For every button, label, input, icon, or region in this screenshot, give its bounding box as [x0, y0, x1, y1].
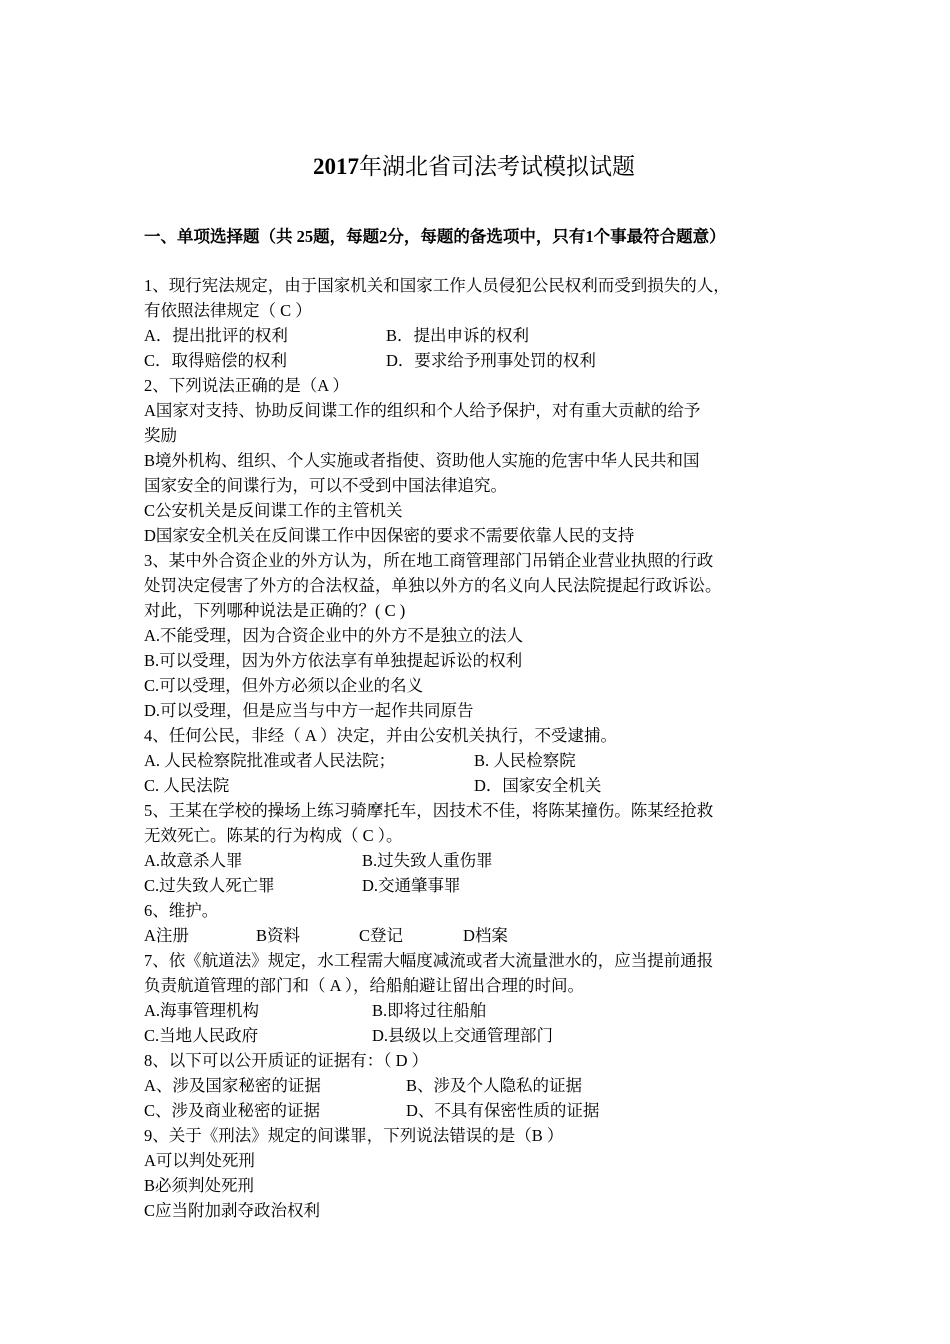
question-4-option-b: B. 人民检察院 — [474, 751, 576, 770]
question-8-option-d: D、不具有保密性质的证据 — [406, 1101, 600, 1120]
question-2-option-b-line-2: 国家安全的间谍行为，可以不受到中国法律追究。 — [144, 476, 507, 495]
question-8-stem: 8、以下可以公开质证的证据有：（ D ） — [144, 1051, 429, 1070]
question-3-stem-line-2: 处罚决定侵害了外方的合法权益，单独以外方的名义向人民法院提起行政诉讼。 — [144, 576, 722, 595]
question-9-option-a: A可以判处死刑 — [144, 1151, 255, 1170]
question-6-options-row — [144, 923, 824, 948]
question-6-option-d: D档案 — [463, 926, 508, 945]
title-year: 2017 — [313, 154, 359, 179]
question-7-stem-line-1: 7、依《航道法》规定，水工程需大幅度减流或者大流量泄水的，应当提前通报 — [144, 951, 714, 970]
title-text: 年湖北省司法考试模拟试题 — [359, 154, 635, 179]
question-5-stem-line-1: 5、王某在学校的操场上练习骑摩托车，因技术不佳，将陈某撞伤。陈某经抢救 — [144, 801, 714, 820]
question-8-option-b: B、涉及个人隐私的证据 — [406, 1076, 583, 1095]
question-6-stem: 6、维护。 — [144, 901, 219, 920]
question-1-options-row-2 — [144, 348, 824, 373]
question-4-stem: 4、任何公民，非经（ A ）决定，并由公安机关执行，不受逮捕。 — [144, 726, 618, 745]
question-4-option-c: C. 人民法院 — [144, 776, 230, 795]
question-4-options-row-2 — [144, 773, 824, 798]
question-1-option-c: C．取得赔偿的权利 — [144, 351, 288, 370]
question-7-option-d: D.县级以上交通管理部门 — [372, 1026, 554, 1045]
question-2-option-b-line-1: B境外机构、组织、个人实施或者指使、资助他人实施的危害中华人民共和国 — [144, 451, 700, 470]
question-5-option-d: D.交通肇事罪 — [362, 876, 461, 895]
question-2-option-c: C公安机关是反间谍工作的主管机关 — [144, 501, 403, 520]
question-7-stem-line-2: 负责航道管理的部门和（ A ），给船舶避让留出合理的时间。 — [144, 976, 585, 995]
question-8-option-a: A、涉及国家秘密的证据 — [144, 1076, 321, 1095]
question-5-option-a: A.故意杀人罪 — [144, 851, 243, 870]
question-2-option-a-line-2: 奖励 — [144, 426, 177, 445]
question-7-option-c: C.当地人民政府 — [144, 1026, 259, 1045]
question-7-option-b: B.即将过往船舶 — [372, 1001, 487, 1020]
question-7-option-a: A.海事管理机构 — [144, 1001, 260, 1020]
question-5-option-b: B.过失致人重伤罪 — [362, 851, 493, 870]
question-3-stem-line-1: 3、某中外合资企业的外方认为，所在地工商管理部门吊销企业营业执照的行政 — [144, 551, 714, 570]
question-3-option-a: A.不能受理，因为合资企业中的外方不是独立的法人 — [144, 626, 524, 645]
question-4-option-d: D．国家安全机关 — [474, 776, 602, 795]
question-7-options-row-2 — [144, 1023, 824, 1048]
question-8-option-c: C、涉及商业秘密的证据 — [144, 1101, 321, 1120]
question-8-options-row-1 — [144, 1073, 824, 1098]
question-1-stem-line-1: 1、现行宪法规定，由于国家机关和国家工作人员侵犯公民权利而受到损失的人， — [144, 276, 730, 295]
question-3-stem-line-3: 对此，下列哪种说法是正确的？( C ) — [144, 601, 406, 620]
question-3-option-b: B.可以受理，因为外方依法享有单独提起诉讼的权利 — [144, 651, 523, 670]
question-2-stem: 2、下列说法正确的是（A ） — [144, 376, 349, 395]
document-title — [144, 150, 804, 184]
section-heading: 一、单项选择题（共 25题，每题2分，每题的备选项中，只有1个事最符合题意） — [144, 227, 726, 246]
question-5-option-c: C.过失致人死亡罪 — [144, 876, 275, 895]
question-9-option-c: C应当附加剥夺政治权利 — [144, 1201, 321, 1220]
questions-body — [144, 273, 824, 1223]
question-1-option-a: A．提出批评的权利 — [144, 326, 288, 345]
question-5-options-row-2 — [144, 873, 824, 898]
question-7-options-row-1 — [144, 998, 824, 1023]
question-2-option-d: D国家安全机关在反间谍工作中因保密的要求不需要依靠人民的支持 — [144, 526, 635, 545]
question-3-option-d: D.可以受理，但是应当与中方一起作共同原告 — [144, 701, 474, 720]
question-3-option-c: C.可以受理，但外方必须以企业的名义 — [144, 676, 424, 695]
question-5-options-row-1 — [144, 848, 824, 873]
question-8-options-row-2 — [144, 1098, 824, 1123]
question-1-options-row-1 — [144, 323, 824, 348]
question-2-option-a-line-1: A国家对支持、协助反间谍工作的组织和个人给予保护，对有重大贡献的给予 — [144, 401, 701, 420]
question-1-option-b: B．提出申诉的权利 — [386, 326, 530, 345]
question-1-stem-line-2: 有依照法律规定（ C ） — [144, 301, 312, 320]
question-6-option-c: C登记 — [359, 926, 404, 945]
question-4-options-row-1 — [144, 748, 824, 773]
question-6-option-a: A注册 — [144, 926, 189, 945]
question-1-option-d: D．要求给予刑事处罚的权利 — [386, 351, 596, 370]
question-9-option-b: B必须判处死刑 — [144, 1176, 255, 1195]
question-6-option-b: B资料 — [256, 926, 301, 945]
question-5-stem-line-2: 无效死亡。陈某的行为构成（ C ）。 — [144, 826, 403, 845]
question-9-stem: 9、关于《刑法》规定的间谍罪，下列说法错误的是（B ） — [144, 1126, 564, 1145]
question-4-option-a: A. 人民检察院批准或者人民法院； — [144, 751, 396, 770]
